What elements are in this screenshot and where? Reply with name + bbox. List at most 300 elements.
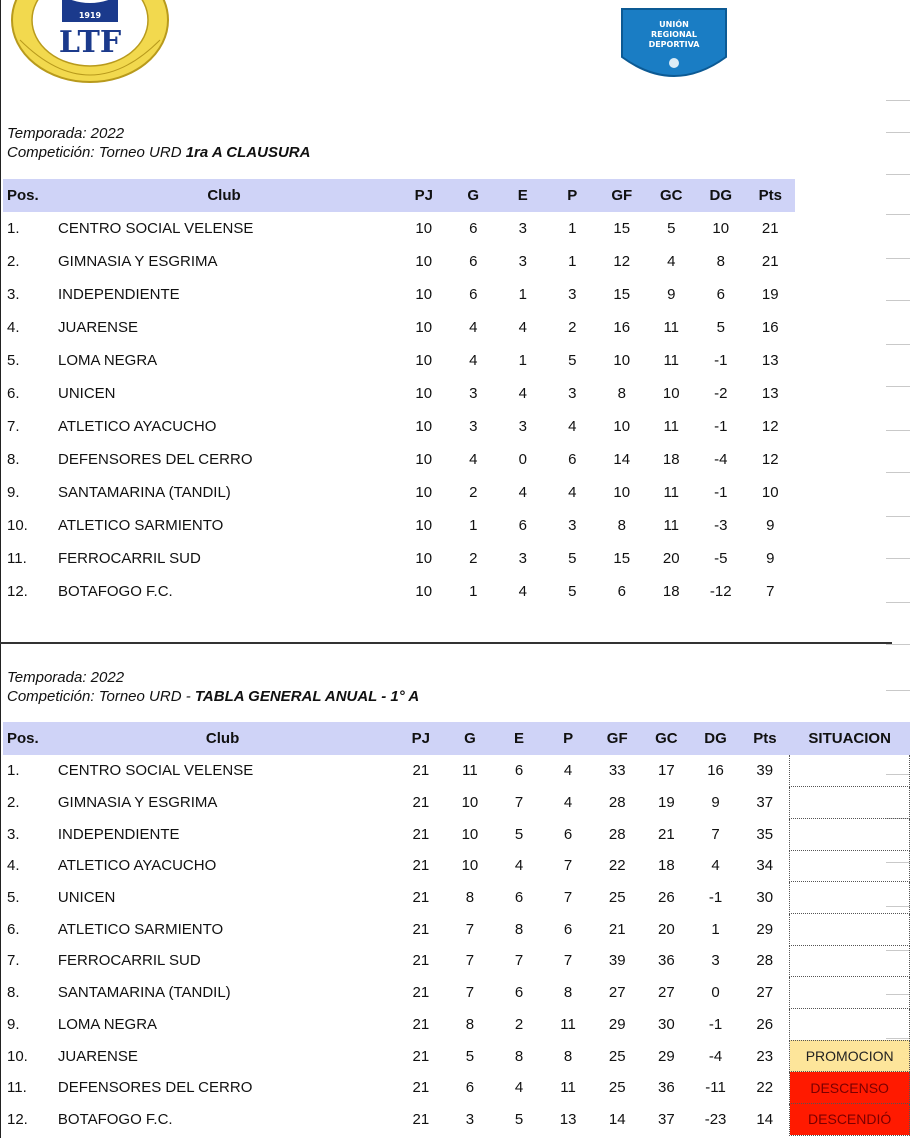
cell-dg: 10 [712,220,730,237]
cell-e: 3 [518,253,527,270]
cell-pj: 10 [415,352,433,369]
table1-competition-prefix: Competición: Torneo URD [7,144,186,161]
cell-situacion [790,945,910,977]
cell-gc: 11 [663,418,680,435]
cell-gc: 11 [663,319,680,336]
cell-club: SANTAMARINA (TANDIL) [57,984,231,1002]
cell-pos: 2. [7,794,20,812]
cell-club: FERROCARRIL SUD [57,952,201,970]
table1-header-row [3,179,795,212]
cell-g: 2 [469,550,478,567]
cell-pts: 13 [761,385,779,402]
cell-dg: 0 [711,984,720,1002]
cell-gc: 37 [658,1110,675,1128]
header-situacion: SITUACION [790,722,910,755]
cell-p: 6 [563,920,573,938]
cell-club: ATLETICO SARMIENTO [58,517,224,534]
cell-situacion: DESCENSO [790,1072,910,1104]
cell-e: 6 [514,889,524,907]
cell-club: LOMA NEGRA [57,1015,158,1033]
cell-club: DEFENSORES DEL CERRO [57,1079,253,1097]
cell-gf: 10 [613,352,631,369]
cell-dg: -12 [709,583,732,600]
table-row [3,212,795,245]
cell-g: 8 [465,1015,475,1033]
cell-g: 10 [461,857,479,875]
cell-gc: 17 [658,762,675,780]
cell-gf: 10 [613,418,631,435]
cell-gc: 9 [667,286,676,303]
cell-gf: 14 [613,451,631,468]
cell-p: 13 [559,1110,577,1128]
cell-gc: 18 [658,857,675,875]
cell-dg: 7 [711,825,720,843]
cell-g: 6 [465,1079,475,1097]
cell-pj: 21 [412,794,430,812]
cell-g: 4 [469,352,478,369]
cell-club: FERROCARRIL SUD [58,550,201,567]
cell-g: 11 [462,762,478,780]
cell-pos: 6. [7,385,20,402]
cell-pts: 35 [756,825,774,843]
cell-p: 8 [563,984,573,1002]
cell-pos: 2. [7,253,20,270]
table-row [3,787,910,819]
cell-e: 5 [514,825,524,843]
header-g: G [449,179,499,212]
cell-p: 4 [568,484,577,501]
cell-pos: 12. [7,583,28,600]
cell-g: 10 [461,794,479,812]
cell-gf: 15 [613,220,631,237]
cell-pos: 7. [7,952,20,970]
cell-dg: 1 [711,920,720,938]
cell-pos: 11. [7,550,27,567]
cell-club: INDEPENDIENTE [58,286,180,303]
cell-e: 1 [518,286,527,303]
table2-header-row [3,722,910,755]
cell-gf: 33 [608,762,626,780]
cell-dg: 9 [711,794,720,812]
cell-e: 3 [518,418,527,435]
cell-e: 8 [514,920,524,938]
cell-p: 5 [568,583,577,600]
cell-gc: 11 [663,352,680,369]
cell-situacion [790,1009,910,1041]
cell-dg: -23 [704,1110,727,1128]
table-row [3,945,910,977]
table-row [3,575,795,608]
cell-p: 1 [568,220,577,237]
cell-pts: 26 [756,1015,774,1033]
cell-gf: 25 [608,1047,626,1065]
cell-gf: 27 [608,984,626,1002]
cell-gc: 21 [658,825,675,843]
header-pts: Pts [740,722,790,755]
cell-club: ATLETICO AYACUCHO [57,857,217,875]
cell-club: SANTAMARINA (TANDIL) [58,484,231,501]
annual-general-table [3,722,910,1136]
cell-club: GIMNASIA Y ESGRIMA [58,253,218,270]
cell-pts: 30 [756,889,774,907]
cell-club: ATLETICO SARMIENTO [57,920,224,938]
cell-gf: 29 [608,1015,626,1033]
cell-dg: -1 [714,484,728,501]
cell-pts: 10 [761,484,779,501]
cell-gf: 15 [613,550,631,567]
clausura-standings-table [3,179,795,608]
cell-gc: 5 [667,220,676,237]
cell-p: 3 [568,385,577,402]
cell-dg: -5 [714,550,728,567]
cell-situacion [790,977,910,1009]
cell-pj: 10 [415,583,433,600]
cell-p: 1 [568,253,577,270]
header-e: E [498,179,548,212]
cell-pos: 4. [7,319,20,336]
cell-e: 3 [518,220,527,237]
table1-competition [7,143,310,162]
cell-pj: 21 [412,1110,430,1128]
cell-p: 11 [560,1079,576,1097]
cell-p: 5 [568,550,577,567]
cell-club: JUARENSE [58,319,139,336]
cell-pos: 5. [7,889,20,907]
cell-club: ATLETICO AYACUCHO [58,418,217,435]
cell-e: 7 [514,794,524,812]
cell-dg: 5 [716,319,725,336]
cell-gf: 8 [617,385,626,402]
cell-pj: 10 [415,517,433,534]
cell-p: 6 [563,825,573,843]
table1-competition-name: 1ra A CLAUSURA [185,144,311,161]
cell-g: 4 [469,319,478,336]
cell-g: 6 [469,220,478,237]
cell-p: 4 [563,794,573,812]
cell-p: 6 [568,451,577,468]
header-pj: PJ [396,722,445,755]
cell-pts: 13 [761,352,779,369]
cell-gc: 20 [662,550,680,567]
cell-club: GIMNASIA Y ESGRIMA [57,794,218,812]
header-pts: Pts [746,179,796,212]
urd-line-3: DEPORTIVA [648,40,700,49]
cell-pos: 3. [7,825,20,843]
cell-e: 4 [514,1079,524,1097]
table-row [3,344,795,377]
cell-e: 4 [518,583,527,600]
cell-pts: 7 [766,583,775,600]
cell-pj: 21 [412,1015,430,1033]
table-row [3,977,910,1009]
cell-pts: 9 [766,550,775,567]
ltf-logo [10,0,170,84]
cell-p: 7 [563,857,573,875]
cell-gf: 28 [608,794,626,812]
cell-g: 7 [465,920,475,938]
cell-pts: 19 [761,286,779,303]
section-divider [0,642,892,644]
cell-pos: 12. [7,1110,28,1128]
cell-pts: 21 [761,220,779,237]
cell-pos: 3. [7,286,20,303]
cell-dg: -1 [714,418,728,435]
cell-dg: 16 [707,762,724,780]
cell-p: 3 [568,517,577,534]
cell-gf: 22 [608,857,626,875]
cell-g: 2 [469,484,478,501]
cell-dg: -1 [708,889,723,907]
cell-pos: 1. [7,220,20,237]
table-row [3,278,795,311]
cell-gc: 4 [667,253,676,270]
cell-e: 4 [518,385,527,402]
cell-club: CENTRO SOCIAL VELENSE [57,762,254,780]
cell-situacion [790,913,910,945]
cell-club: CENTRO SOCIAL VELENSE [58,220,254,237]
cell-p: 5 [568,352,577,369]
cell-gc: 11 [663,517,680,534]
header-dg: DG [696,179,746,212]
cell-situacion [790,882,910,914]
cell-pts: 29 [756,920,774,938]
cell-p: 7 [563,889,573,907]
table2-competition [7,687,419,706]
cell-pos: 10. [7,1047,28,1065]
table2-competition-name: TABLA GENERAL ANUAL - 1° A [194,688,420,705]
cell-pts: 16 [761,319,779,336]
cell-g: 6 [469,253,478,270]
cell-dg: 8 [716,253,725,270]
cell-pos: 5. [7,352,20,369]
cell-gc: 20 [658,920,675,938]
cell-g: 3 [469,385,478,402]
cell-g: 3 [465,1110,475,1128]
header-p: P [544,722,593,755]
header-club: Club [49,722,396,755]
header-pj: PJ [399,179,449,212]
table2-competition-prefix: Competición: Torneo URD - [7,688,195,705]
table-row [3,542,795,575]
cell-pos: 8. [7,984,20,1002]
cell-gc: 26 [658,889,675,907]
cell-club: LOMA NEGRA [58,352,158,369]
table-row [3,1072,910,1104]
cell-e: 4 [518,319,527,336]
table-row [3,509,795,542]
cell-pos: 4. [7,857,20,875]
urd-line-1: UNIÓN [659,20,689,29]
cell-pos: 9. [7,484,20,501]
cell-pts: 21 [761,253,779,270]
ltf-letters: LTF [58,25,122,60]
cell-club: UNICEN [57,889,116,907]
cell-pts: 23 [756,1047,774,1065]
cell-dg: -3 [714,517,728,534]
cell-dg: -1 [708,1015,723,1033]
cell-p: 2 [568,319,577,336]
cell-e: 2 [514,1015,524,1033]
cell-p: 7 [563,952,573,970]
cell-pj: 21 [412,825,430,843]
cell-gf: 21 [608,920,626,938]
cell-situacion [790,818,910,850]
cell-e: 4 [514,857,524,875]
cell-pts: 9 [766,517,775,534]
cell-e: 3 [518,550,527,567]
cell-e: 5 [514,1110,524,1128]
header-gf: GF [597,179,647,212]
header-dg: DG [691,722,740,755]
cell-pj: 10 [415,253,433,270]
header-gc: GC [647,179,697,212]
cell-p: 3 [568,286,577,303]
cell-pj: 10 [415,286,433,303]
cell-pos: 10. [7,517,28,534]
cell-dg: -4 [708,1047,723,1065]
table1-meta [7,124,310,162]
cell-pts: 22 [756,1079,774,1097]
header-club: Club [49,179,399,212]
cell-pj: 10 [415,451,433,468]
table-row [3,882,910,914]
cell-pos: 9. [7,1015,20,1033]
table-row [3,1009,910,1041]
cell-pj: 10 [415,385,433,402]
cell-gf: 15 [613,286,631,303]
cell-g: 7 [465,984,475,1002]
table2-season: Temporada: 2022 [7,669,125,686]
cell-g: 10 [461,825,479,843]
urd-logo [620,5,728,85]
cell-gc: 27 [658,984,675,1002]
cell-g: 7 [465,952,475,970]
cell-situacion [790,850,910,882]
cell-pj: 21 [412,920,430,938]
cell-gc: 18 [662,583,680,600]
header-g: G [445,722,494,755]
table-row [3,755,910,787]
cell-pts: 14 [756,1110,774,1128]
cell-club: BOTAFOGO F.C. [58,583,173,600]
cell-gf: 10 [613,484,631,501]
cell-pts: 39 [756,762,774,780]
cell-pts: 12 [761,418,779,435]
cell-gc: 36 [658,1079,675,1097]
cell-pj: 21 [412,857,430,875]
cell-club: JUARENSE [57,1047,138,1065]
cell-pts: 27 [756,984,774,1002]
table-row [3,1040,910,1072]
cell-g: 1 [469,583,478,600]
table-row [3,311,795,344]
cell-situacion [790,755,910,787]
cell-e: 8 [514,1047,524,1065]
cell-dg: -11 [705,1079,726,1097]
ltf-year: 1919 [78,11,102,20]
cell-gf: 25 [608,1079,626,1097]
table-row [3,913,910,945]
cell-pj: 21 [412,1047,430,1065]
cell-pj: 21 [412,984,430,1002]
cell-pos: 1. [7,762,20,780]
cell-situacion: PROMOCION [790,1040,910,1072]
cell-dg: -1 [714,352,728,369]
cell-g: 5 [465,1047,475,1065]
table-row [3,410,795,443]
table-row [3,245,795,278]
cell-pts: 12 [761,451,779,468]
cell-e: 6 [514,984,524,1002]
cell-gc: 18 [662,451,680,468]
table-row [3,850,910,882]
table-row [3,377,795,410]
cell-p: 4 [568,418,577,435]
cell-gf: 12 [613,253,631,270]
cell-gf: 16 [613,319,631,336]
cell-gc: 19 [658,794,675,812]
cell-pos: 7. [7,418,20,435]
cell-p: 8 [563,1047,573,1065]
cell-e: 1 [518,352,527,369]
header-pos: Pos. [3,722,49,755]
urd-line-2: REGIONAL [651,30,697,39]
cell-pj: 21 [412,762,430,780]
cell-pj: 21 [412,1079,430,1097]
cell-g: 8 [465,889,475,907]
cell-situacion: DESCENDIÓ [790,1104,910,1136]
cell-g: 3 [469,418,478,435]
cell-dg: 4 [711,857,720,875]
cell-gc: 10 [662,385,680,402]
cell-g: 6 [469,286,478,303]
cell-pos: 6. [7,920,20,938]
cell-club: UNICEN [58,385,116,402]
cell-e: 6 [514,762,524,780]
cell-pos: 11. [7,1079,27,1097]
cell-pj: 10 [415,220,433,237]
cell-e: 6 [518,517,527,534]
cell-e: 0 [518,451,527,468]
cell-club: DEFENSORES DEL CERRO [58,451,253,468]
page-left-edge [0,0,1,1138]
cell-pts: 37 [756,794,774,812]
cell-g: 4 [469,451,478,468]
header-gf: GF [593,722,642,755]
cell-gf: 28 [608,825,626,843]
table-row [3,1104,910,1136]
cell-gc: 30 [658,1015,675,1033]
cell-p: 11 [560,1015,576,1033]
cell-pj: 10 [415,319,433,336]
cell-pj: 21 [412,889,430,907]
cell-g: 1 [469,517,478,534]
cell-e: 4 [518,484,527,501]
cell-situacion [790,787,910,819]
table-row [3,476,795,509]
cell-dg: -4 [714,451,728,468]
cell-gf: 8 [617,517,626,534]
cell-pts: 28 [756,952,774,970]
cell-gf: 14 [608,1110,626,1128]
header-pos: Pos. [3,179,49,212]
cell-gf: 25 [608,889,626,907]
cell-club: INDEPENDIENTE [57,825,180,843]
cell-club: BOTAFOGO F.C. [57,1110,173,1128]
header-e: E [495,722,544,755]
cell-dg: 3 [711,952,720,970]
cell-dg: -2 [714,385,728,402]
